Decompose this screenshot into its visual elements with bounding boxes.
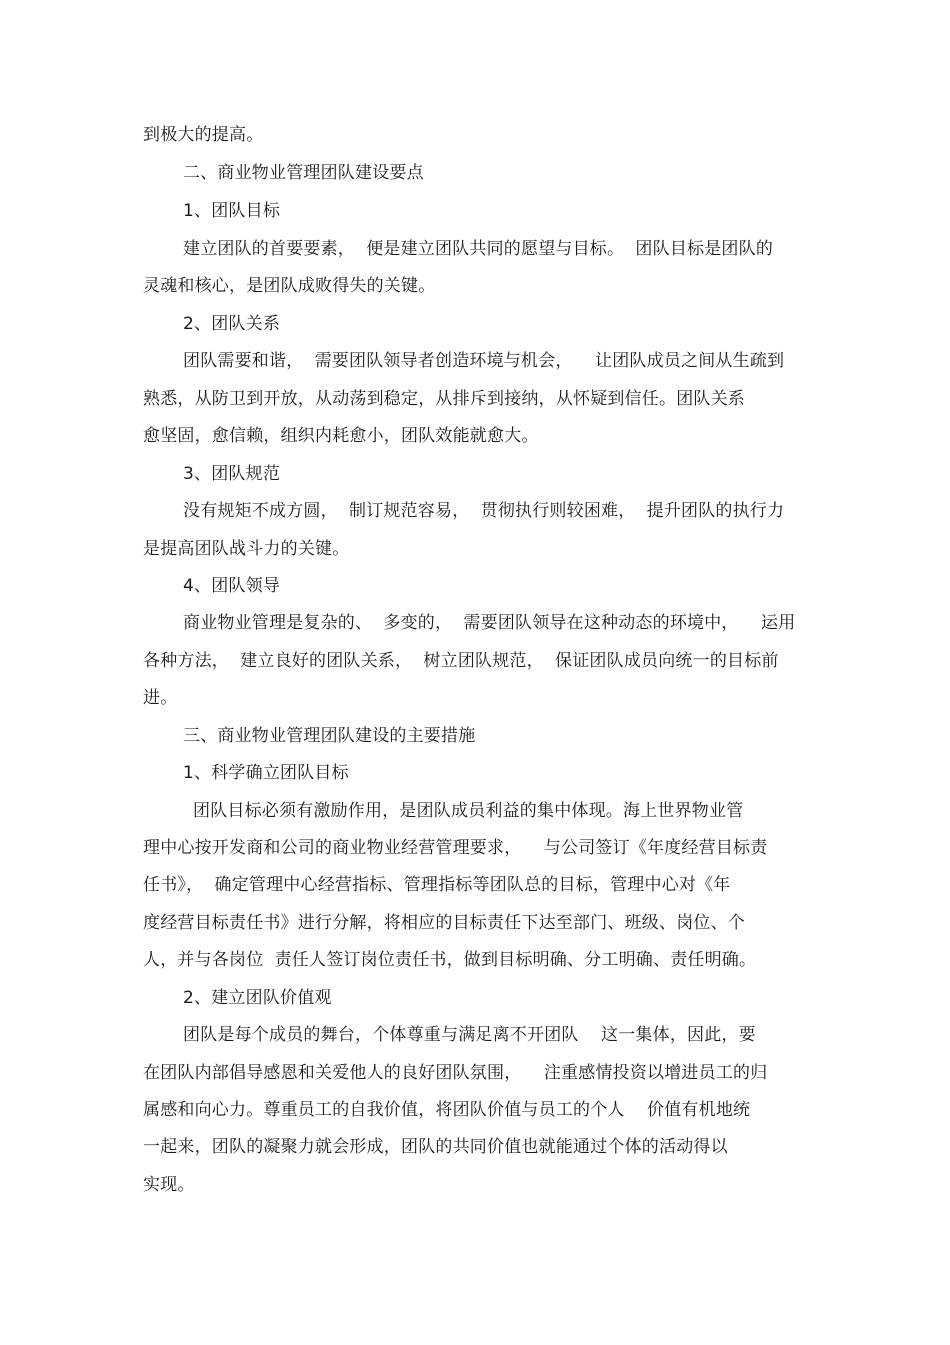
text-line: 愈坚固，愈信赖，组织内耗愈小，团队效能就愈大。 xyxy=(143,426,539,446)
subsection-heading: 3、团队规范 xyxy=(183,464,281,484)
subsection-heading: 1、团队目标 xyxy=(183,201,281,221)
text-line: 在团队内部倡导感恩和关爱他人的良好团队氛围， 注重感情投资以增进员工的归 xyxy=(143,1063,768,1083)
text-line: 人，并与各岗位 责任人签订岗位责任书，做到目标明确、分工明确、责任明确。 xyxy=(143,950,757,970)
text-line: 是提高团队战斗力的关键。 xyxy=(143,539,350,559)
text-line: 实现。 xyxy=(143,1175,195,1195)
text-line: 灵魂和核心，是团队成败得失的关键。 xyxy=(143,276,436,296)
text-line: 进。 xyxy=(143,688,178,708)
text-line: 熟悉，从防卫到开放，从动荡到稳定，从排斥到接纳，从怀疑到信任。团队关系 xyxy=(143,389,745,409)
text-line: 理中心按开发商和公司的商业物业经营管理要求， 与公司签订《年度经营目标责 xyxy=(143,838,768,858)
text-line: 度经营目标责任书》进行分解，将相应的目标责任下达至部门、班级、岗位、个 xyxy=(143,913,745,933)
text-line: 建立团队的首要要素， 便是建立团队共同的愿望与目标。 团队目标是团队的 xyxy=(183,239,774,259)
section-heading: 二、商业物业管理团队建设要点 xyxy=(183,163,424,183)
section-heading: 三、商业物业管理团队建设的主要措施 xyxy=(183,726,476,746)
text-line: 团队目标必须有激励作用，是团队成员利益的集中体现。海上世界物业管 xyxy=(193,801,744,821)
subsection-heading: 1、科学确立团队目标 xyxy=(183,763,349,783)
subsection-heading: 2、团队关系 xyxy=(183,314,281,334)
text-line: 商业物业管理是复杂的、 多变的， 需要团队领导在这种动态的环境中， 运用 xyxy=(183,613,796,633)
text-line: 一起来，团队的凝聚力就会形成，团队的共同价值也就能通过个体的活动得以 xyxy=(143,1137,728,1157)
text-line: 团队需要和谐， 需要团队领导者创造环境与机会， 让团队成员之间从生疏到 xyxy=(183,351,785,371)
subsection-heading: 4、团队领导 xyxy=(183,576,281,596)
subsection-heading: 2、建立团队价值观 xyxy=(183,988,332,1008)
text-line: 团队是每个成员的舞台，个体尊重与满足离不开团队 这一集体，因此，要 xyxy=(183,1025,756,1045)
text-line: 没有规矩不成方圆， 制订规范容易， 贯彻执行则较困难， 提升团队的执行力 xyxy=(183,501,785,521)
text-line: 各种方法， 建立良好的团队关系， 树立团队规范， 保证团队成员向统一的目标前 xyxy=(143,651,779,671)
text-line: 任书》， 确定管理中心经营指标、管理指标等团队总的目标，管理中心对《年 xyxy=(143,875,731,895)
text-line: 到极大的提高。 xyxy=(143,125,264,145)
text-line: 属感和向心力。尊重员工的自我价值，将团队价值与员工的个人 价值有机地统 xyxy=(143,1100,751,1120)
